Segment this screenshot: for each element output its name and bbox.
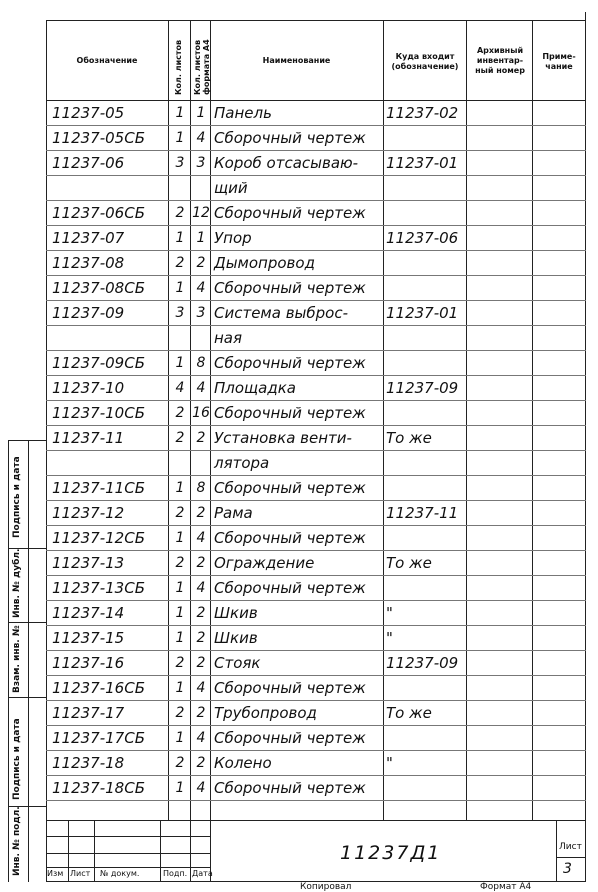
row-separator: [46, 675, 586, 676]
row-designation: 11237-08: [52, 254, 125, 272]
tb-sheet-value: 3: [563, 861, 572, 877]
row-where-used: ": [386, 604, 393, 622]
row-format: 4: [196, 730, 206, 746]
row-designation: 11237-14: [52, 604, 125, 622]
row-format: 2: [196, 255, 206, 271]
row-designation: 11237-17СБ: [52, 729, 145, 747]
row-designation: 11237-16СБ: [52, 679, 145, 697]
row-designation: 11237-12: [52, 504, 125, 522]
row-separator: [46, 625, 586, 626]
row-sheet-count: 1: [175, 630, 185, 646]
row-separator: [46, 725, 586, 726]
row-name: Сборочный чертеж: [214, 529, 366, 547]
frame-right: [585, 12, 586, 882]
row-name: Сборочный чертеж: [214, 354, 366, 372]
footer-format: Формат А4: [480, 882, 532, 892]
tb-label-list: Лист: [70, 869, 91, 878]
row-format: 2: [196, 430, 206, 446]
row-where-used: 11237-01: [386, 304, 459, 322]
row-sheet-count: 2: [175, 405, 185, 421]
row-name: Стояк: [214, 654, 261, 672]
row-separator: [46, 275, 586, 276]
row-name: Сборочный чертеж: [214, 579, 366, 597]
row-format: 2: [196, 630, 206, 646]
row-format: 12: [192, 205, 210, 221]
row-sheet-count: 2: [175, 655, 185, 671]
row-format: 4: [196, 280, 206, 296]
row-sheet-count: 1: [175, 580, 185, 596]
header-designation: Обозначение: [76, 56, 138, 65]
header-note: Приме- чание: [542, 52, 576, 71]
row-name: Панель: [214, 104, 272, 122]
tb-label-sign: Подп.: [163, 869, 188, 878]
tb-col-sheet: [556, 820, 557, 882]
row-separator: [46, 800, 586, 801]
row-designation: 11237-10: [52, 379, 125, 397]
row-sheet-count: 4: [175, 380, 185, 396]
row-name: Шкив: [214, 604, 258, 622]
row-separator: [46, 750, 586, 751]
tb-col-a: [68, 820, 69, 882]
tb-sheet-label: Лист: [559, 842, 582, 852]
row-format: 4: [196, 580, 206, 596]
row-separator: [46, 300, 586, 301]
row-designation: 11237-09СБ: [52, 354, 145, 372]
tb-label-izm: Изм: [47, 869, 64, 878]
row-sheet-count: 1: [175, 280, 185, 296]
row-name: Трубопровод: [214, 704, 317, 722]
side-div-2: [8, 622, 46, 623]
row-format: 16: [192, 405, 210, 421]
row-sheet-count: 2: [175, 430, 185, 446]
row-separator: [46, 775, 586, 776]
row-designation: 11237-13СБ: [52, 579, 145, 597]
header-archive: Архивный инвентар- ный номер: [475, 46, 525, 75]
row-separator: [46, 425, 586, 426]
row-name: Сборочный чертеж: [214, 679, 366, 697]
row-name: Ограждение: [214, 554, 315, 572]
row-separator: [46, 200, 586, 201]
row-name: щий: [214, 179, 248, 197]
row-sheet-count: 1: [175, 480, 185, 496]
side-label-inv-orig: Инв. № подл.: [12, 806, 22, 876]
row-name: Система выброс-: [214, 304, 349, 322]
row-format: 4: [196, 680, 206, 696]
row-sheet-count: 1: [175, 680, 185, 696]
tb-sheet-div: [556, 857, 586, 858]
row-format: 2: [196, 655, 206, 671]
row-sheet-count: 2: [175, 255, 185, 271]
row-separator: [46, 500, 586, 501]
row-sheet-count: 1: [175, 605, 185, 621]
row-separator: [46, 350, 586, 351]
side-strip-left: [8, 440, 9, 882]
frame-top: [46, 20, 586, 21]
tb-row-3: [46, 867, 210, 868]
row-designation: 11237-17: [52, 704, 125, 722]
row-designation: 11237-06СБ: [52, 204, 145, 222]
row-designation: 11237-13: [52, 554, 125, 572]
row-format: 4: [196, 130, 206, 146]
row-format: 2: [196, 555, 206, 571]
row-designation: 11237-11СБ: [52, 479, 145, 497]
row-sheet-count: 2: [175, 705, 185, 721]
row-where-used: ": [386, 629, 393, 647]
row-format: 2: [196, 705, 206, 721]
row-format: 8: [196, 355, 206, 371]
row-sheet-count: 2: [175, 755, 185, 771]
row-designation: 11237-09: [52, 304, 125, 322]
row-separator: [46, 700, 586, 701]
tb-label-doc-no: № докум.: [100, 869, 140, 878]
row-where-used: 11237-09: [386, 379, 459, 397]
row-name: Сборочный чертеж: [214, 779, 366, 797]
side-label-sign-date-2: Подпись и дата: [12, 718, 22, 800]
row-name: Рама: [214, 504, 253, 522]
row-format: 2: [196, 505, 206, 521]
side-strip-top: [8, 440, 46, 441]
row-where-used: 11237-09: [386, 654, 459, 672]
row-designation: 11237-10СБ: [52, 404, 145, 422]
row-separator: [46, 150, 586, 151]
row-name: ная: [214, 329, 243, 347]
row-separator: [46, 225, 586, 226]
row-name: Дымопровод: [214, 254, 315, 272]
row-format: 4: [196, 530, 206, 546]
row-name: Площадка: [214, 379, 296, 397]
tb-label-date: Дата: [192, 869, 213, 878]
row-sheet-count: 1: [175, 530, 185, 546]
row-name: Сборочный чертеж: [214, 129, 366, 147]
side-strip-mid: [28, 440, 29, 882]
row-format: 1: [196, 230, 206, 246]
row-designation: 11237-18СБ: [52, 779, 145, 797]
tb-col-c: [160, 820, 161, 882]
row-where-used: 11237-11: [386, 504, 459, 522]
row-sheet-count: 1: [175, 780, 185, 796]
row-sheet-count: 1: [175, 355, 185, 371]
row-where-used: 11237-02: [386, 104, 459, 122]
row-name: Колено: [214, 754, 272, 772]
row-where-used: То же: [386, 704, 432, 722]
row-name: Сборочный чертеж: [214, 204, 366, 222]
row-format: 2: [196, 605, 206, 621]
row-format: 3: [196, 305, 206, 321]
row-where-used: То же: [386, 429, 432, 447]
row-sheet-count: 2: [175, 555, 185, 571]
header-sheet-count: Кол. листов: [174, 39, 183, 95]
header-name: Наименование: [262, 56, 331, 65]
row-format: 2: [196, 755, 206, 771]
row-where-used: То же: [386, 554, 432, 572]
row-designation: 11237-16: [52, 654, 125, 672]
row-designation: 11237-15: [52, 629, 125, 647]
footer-copied: Копировал: [300, 882, 352, 892]
side-label-inv-dup: Инв. № дубл.: [12, 548, 22, 618]
row-name: Сборочный чертеж: [214, 404, 366, 422]
row-sheet-count: 1: [175, 730, 185, 746]
side-label-sign-date-1: Подпись и дата: [12, 456, 22, 538]
row-separator: [46, 475, 586, 476]
row-separator: [46, 650, 586, 651]
row-designation: 11237-08СБ: [52, 279, 145, 297]
row-where-used: ": [386, 754, 393, 772]
row-designation: 11237-12СБ: [52, 529, 145, 547]
row-format: 4: [196, 780, 206, 796]
row-separator: [46, 575, 586, 576]
row-where-used: 11237-01: [386, 154, 459, 172]
row-separator: [46, 250, 586, 251]
row-separator: [46, 450, 586, 451]
row-name: Установка венти-: [214, 429, 352, 447]
header-where-used: Куда входит (обозначение): [391, 52, 459, 71]
row-designation: 11237-18: [52, 754, 125, 772]
row-name: Сборочный чертеж: [214, 729, 366, 747]
tb-col-b: [94, 820, 95, 882]
row-separator: [46, 550, 586, 551]
row-separator: [46, 600, 586, 601]
header-bottom-line: [46, 100, 586, 101]
row-separator: [46, 400, 586, 401]
row-sheet-count: 1: [175, 105, 185, 121]
row-sheet-count: 3: [175, 155, 185, 171]
row-name: Короб отсасываю-: [214, 154, 359, 172]
row-separator: [46, 375, 586, 376]
row-format: 4: [196, 380, 206, 396]
row-name: Шкив: [214, 629, 258, 647]
row-format: 1: [196, 105, 206, 121]
row-name: Сборочный чертеж: [214, 479, 366, 497]
row-separator: [46, 325, 586, 326]
row-designation: 11237-05СБ: [52, 129, 145, 147]
row-name: лятора: [214, 454, 270, 472]
row-separator: [46, 175, 586, 176]
row-name: Сборочный чертеж: [214, 279, 366, 297]
row-sheet-count: 1: [175, 130, 185, 146]
tb-row-1: [46, 836, 210, 837]
row-designation: 11237-07: [52, 229, 125, 247]
row-sheet-count: 2: [175, 505, 185, 521]
header-format: Кол. листов формата А4: [193, 39, 211, 95]
row-format: 8: [196, 480, 206, 496]
tb-row-2: [46, 853, 210, 854]
row-designation: 11237-06: [52, 154, 125, 172]
row-format: 3: [196, 155, 206, 171]
row-designation: 11237-11: [52, 429, 125, 447]
row-sheet-count: 3: [175, 305, 185, 321]
side-div-3: [8, 697, 46, 698]
row-separator: [46, 525, 586, 526]
tb-col-d: [190, 820, 191, 882]
row-where-used: 11237-06: [386, 229, 459, 247]
side-label-vzam-inv: Взам. инв. №: [12, 625, 22, 693]
row-sheet-count: 2: [175, 205, 185, 221]
document-number: 11237Д1: [340, 842, 442, 864]
row-sheet-count: 1: [175, 230, 185, 246]
row-designation: 11237-05: [52, 104, 125, 122]
row-name: Упор: [214, 229, 252, 247]
row-separator: [46, 125, 586, 126]
tb-top: [46, 820, 586, 821]
